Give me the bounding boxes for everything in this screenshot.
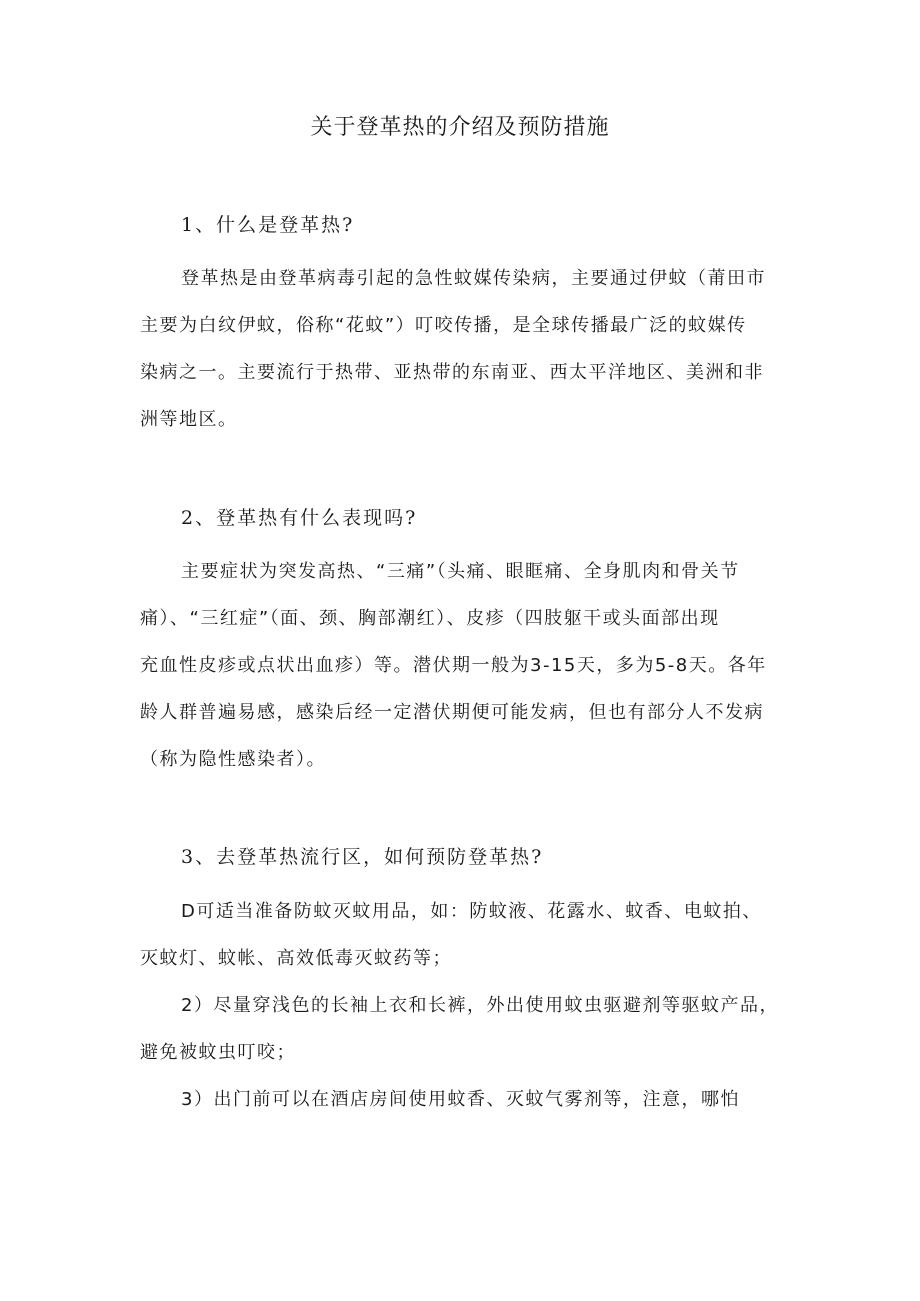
- paragraph-line: 洲等地区。: [140, 409, 238, 430]
- paragraph-line: 痛）、“三红症”（面、颈、胸部潮红）、皮疹（四肢躯干或头面部出现: [140, 608, 720, 629]
- list-item-2: 2）尽量穿浅色的长袖上衣和长裤，外出使用蚊虫驱避剂等驱蚊产品，: [181, 995, 779, 1016]
- section-2-paragraph: [140, 548, 800, 783]
- paragraph-line: 主要症状为突发高热、“三痛”（头痛、眼眶痛、全身肌肉和骨关节: [181, 561, 740, 582]
- section-3-list: [140, 888, 800, 1123]
- list-item-3: 3）出门前可以在酒店房间使用蚊香、灭蚊气雾剂等，注意，哪怕: [181, 1089, 740, 1110]
- list-item-1-continued: 灭蚊灯、蚊帐、高效低毒灭蚊药等；: [140, 948, 452, 969]
- document-title: 关于登革热的介绍及预防措施: [310, 115, 610, 140]
- list-item-1: D可适当准备防蚊灭蚊用品，如：防蚊液、花露水、蚊香、电蚊拍、: [181, 901, 762, 922]
- paragraph-line: （称为隐性感染者）。: [140, 749, 326, 770]
- paragraph-line: 充血性皮疹或点状出血疹）等。潜伏期一般为3-15天，多为5-8天。各年: [140, 655, 767, 676]
- list-item-2-continued: 避免被蚊虫叮咬；: [140, 1042, 296, 1063]
- section-1-paragraph: [140, 255, 800, 443]
- paragraph-line: 主要为白纹伊蚊，俗称“花蚊”）叮咬传播，是全球传播最广泛的蚊媒传: [140, 315, 747, 336]
- paragraph-line: 登革热是由登革病毒引起的急性蚊媒传染病，主要通过伊蚊（莆田市: [181, 268, 766, 289]
- paragraph-line: 龄人群普遍易感，感染后经一定潜伏期便可能发病，但也有部分人不发病: [140, 702, 764, 723]
- paragraph-line: 染病之一。主要流行于热带、亚热带的东南亚、西太平洋地区、美洲和非: [140, 362, 764, 383]
- section-1-heading: 1、什么是登革热?: [181, 214, 355, 236]
- section-3-heading: 3、去登革热流行区，如何预防登革热?: [181, 846, 544, 868]
- section-2-heading: 2、登革热有什么表现吗?: [181, 507, 418, 529]
